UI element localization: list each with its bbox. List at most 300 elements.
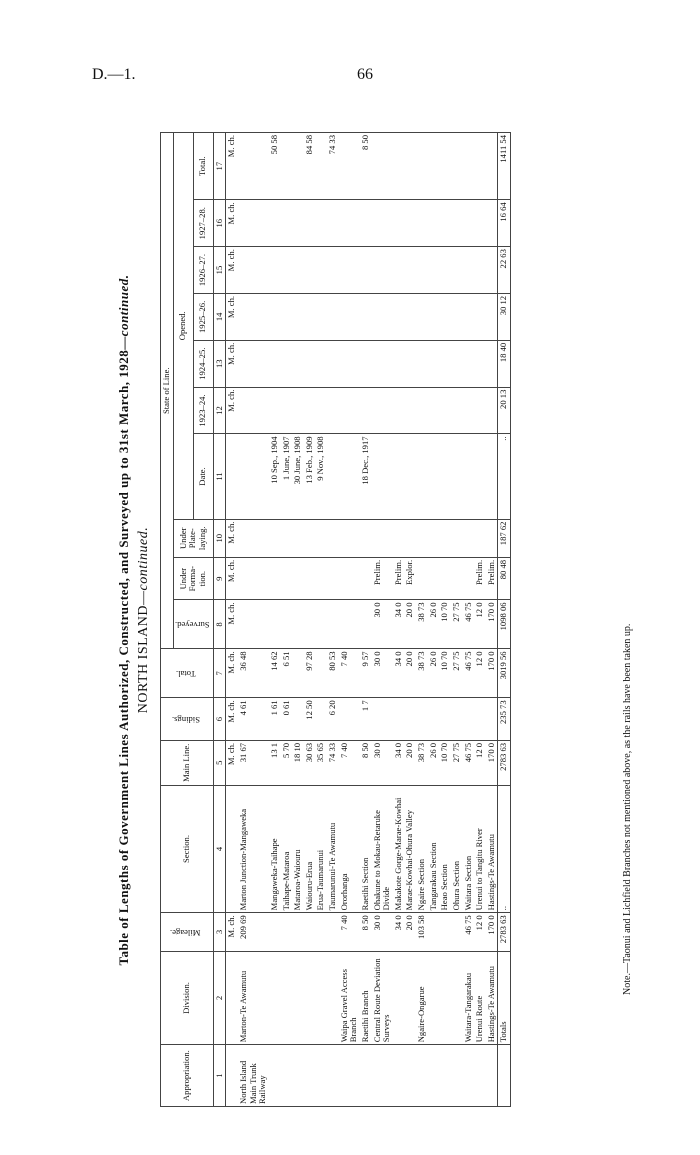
cell-under-platelaying: [474, 519, 486, 557]
cell-division: [439, 951, 451, 1045]
cell-mileage: 8 50: [360, 913, 372, 951]
cell-1923-24: [360, 387, 372, 434]
cell-sidings: [416, 698, 428, 741]
table-row: [486, 133, 498, 1107]
cell-sidings: [486, 698, 498, 741]
cell-section: Ohakune to Mokau-Retaruke Divide: [372, 785, 393, 913]
cell-under-platelaying: [327, 519, 339, 557]
col-1927-28: 1927–28.: [193, 200, 213, 247]
cell-section: Mataroa-Waiouru: [292, 785, 304, 913]
table-row: [404, 133, 416, 1107]
cell-sidings: [463, 698, 475, 741]
cell-1927-28: [238, 200, 269, 247]
cell-under-platelaying: [315, 519, 327, 557]
table-subtitle-text: NORTH ISLAND—: [136, 590, 151, 714]
cell-1923-24: [339, 387, 360, 434]
units-cell: M. ch.: [226, 247, 238, 294]
cell-under-platelaying: [238, 519, 269, 557]
cell-section: Raetihi Section: [360, 785, 372, 913]
cell-under-formation: [238, 557, 269, 600]
cell-mileage: [315, 913, 327, 951]
cell-1923-24: [281, 387, 293, 434]
cell-1927-28: [404, 200, 416, 247]
cell-under-formation: [269, 557, 281, 600]
cell-1923-24: [292, 387, 304, 434]
cell-mileage: [451, 913, 463, 951]
totals-surveyed: 1098 06: [498, 600, 511, 649]
cell-sidings: 1 61: [269, 698, 281, 741]
cell-section: Ororhanga: [339, 785, 360, 913]
table-subtitle: [136, 125, 152, 1115]
cell-1927-28: [451, 200, 463, 247]
cell-section: Ohura Section: [451, 785, 463, 913]
cell-sidings: [292, 698, 304, 741]
col-1926-27: 1926–27.: [193, 247, 213, 294]
units-cell: M. ch.: [226, 913, 238, 951]
col-surveyed: [173, 600, 213, 649]
cell-total: 34 0: [393, 649, 405, 698]
totals-under-platelaying: 187 62: [498, 519, 511, 557]
cell-date: [372, 434, 393, 519]
cell-sidings: [315, 698, 327, 741]
units-cell: [226, 434, 238, 519]
cell-1924-25: [281, 340, 293, 387]
cell-under-formation: [451, 557, 463, 600]
cell-surveyed: 30 0: [372, 600, 393, 649]
table-subtitle-continued: continued.: [136, 526, 151, 591]
cell-1927-28: [269, 200, 281, 247]
cell-surveyed: 34 0: [393, 600, 405, 649]
cell-appropriation: [339, 1045, 360, 1107]
cell-1926-27: [486, 247, 498, 294]
cell-main-line: 31 67: [238, 740, 269, 785]
cell-date: 18 Dec., 1917: [360, 434, 372, 519]
col-number: 12: [213, 387, 226, 434]
totals-1924-25: 18 40: [498, 340, 511, 387]
col-number: 9: [213, 557, 226, 600]
cell-main-line: 18 10: [292, 740, 304, 785]
totals-1926-27: 22 63: [498, 247, 511, 294]
totals-cell: [498, 1045, 511, 1107]
cell-1924-25: [416, 340, 428, 387]
cell-under-formation: Prelim.: [474, 557, 486, 600]
cell-total: 9 57: [360, 649, 372, 698]
cell-1924-25: [474, 340, 486, 387]
col-number: 13: [213, 340, 226, 387]
cell-1925-26: [315, 293, 327, 340]
table-row: [474, 133, 486, 1107]
cell-date: [451, 434, 463, 519]
cell-mileage: 7 40: [339, 913, 360, 951]
cell-appropriation: [428, 1045, 440, 1107]
cell-1925-26: [439, 293, 451, 340]
cell-sidings: [393, 698, 405, 741]
col-section: Section.: [161, 785, 214, 913]
cell-1924-25: [463, 340, 475, 387]
cell-appropriation: North Island Main Trunk Railway: [238, 1045, 269, 1107]
cell-surveyed: [315, 600, 327, 649]
table-title: [116, 125, 132, 1115]
cell-under-platelaying: [416, 519, 428, 557]
cell-under-platelaying: [372, 519, 393, 557]
cell-1926-27: [281, 247, 293, 294]
units-cell: M. ch.: [226, 740, 238, 785]
table-row: [304, 133, 316, 1107]
cell-1923-24: [463, 387, 475, 434]
totals-date: ..: [498, 434, 511, 519]
cell-1925-26: [428, 293, 440, 340]
cell-division: Central Route Deviation Surveys: [372, 951, 393, 1045]
cell-total: 14 62: [269, 649, 281, 698]
units-cell: M. ch.: [226, 519, 238, 557]
col-date: Date.: [193, 434, 213, 519]
table-row: [393, 133, 405, 1107]
cell-appropriation: [327, 1045, 339, 1107]
cell-surveyed: [339, 600, 360, 649]
col-surveyed-label: Surveyed.: [174, 620, 210, 631]
col-sidings: [161, 698, 214, 741]
cell-1924-25: [372, 340, 393, 387]
cell-main-line: 26 0: [428, 740, 440, 785]
cell-date: [393, 434, 405, 519]
cell-sidings: [439, 698, 451, 741]
cell-1925-26: [372, 293, 393, 340]
totals-mileage: 2783 63: [498, 913, 511, 951]
totals-section: ..: [498, 785, 511, 913]
cell-section: Marton Junction-Mangaweka: [238, 785, 269, 913]
cell-opened-total: [428, 133, 440, 200]
table-row: [428, 133, 440, 1107]
table-row: [281, 133, 293, 1107]
cell-1925-26: [339, 293, 360, 340]
cell-total: 20 0: [404, 649, 416, 698]
cell-1924-25: [315, 340, 327, 387]
cell-section: Marae-Kowhai-Ohura Valley: [404, 785, 416, 913]
cell-1925-26: [416, 293, 428, 340]
cell-under-platelaying: [281, 519, 293, 557]
units-cell: [226, 951, 238, 1045]
cell-1926-27: [404, 247, 416, 294]
cell-sidings: 12 50: [304, 698, 316, 741]
cell-1926-27: [269, 247, 281, 294]
cell-section: Waitara Section: [463, 785, 475, 913]
cell-section: Makakote Gorge-Marae-Kowhai: [393, 785, 405, 913]
cell-date: 13 Feb., 1909: [304, 434, 316, 519]
cell-1924-25: [360, 340, 372, 387]
cell-total: 97 28: [304, 649, 316, 698]
totals-total: 3019 56: [498, 649, 511, 698]
cell-opened-total: [439, 133, 451, 200]
cell-1926-27: [360, 247, 372, 294]
totals-under-formation: 80 48: [498, 557, 511, 600]
cell-surveyed: 26 0: [428, 600, 440, 649]
cell-1924-25: [327, 340, 339, 387]
cell-under-formation: [463, 557, 475, 600]
cell-under-platelaying: [360, 519, 372, 557]
cell-total: 46 75: [463, 649, 475, 698]
cell-1926-27: [339, 247, 360, 294]
cell-1925-26: [327, 293, 339, 340]
cell-appropriation: [439, 1045, 451, 1107]
cell-1926-27: [474, 247, 486, 294]
totals-main-line: 2783 63: [498, 740, 511, 785]
cell-total: 170 0: [486, 649, 498, 698]
cell-1923-24: [393, 387, 405, 434]
cell-under-formation: Explor.: [404, 557, 416, 600]
cell-1925-26: [463, 293, 475, 340]
cell-1927-28: [439, 200, 451, 247]
cell-opened-total: 8 50: [360, 133, 372, 200]
cell-1923-24: [238, 387, 269, 434]
cell-1926-27: [463, 247, 475, 294]
cell-division: [428, 951, 440, 1045]
cell-under-platelaying: [486, 519, 498, 557]
page-number: 66: [357, 66, 373, 83]
table-row: [360, 133, 372, 1107]
cell-section: Waiouru-Erua: [304, 785, 316, 913]
cell-under-formation: [428, 557, 440, 600]
cell-date: [439, 434, 451, 519]
units-cell: M. ch.: [226, 133, 238, 200]
cell-1925-26: [360, 293, 372, 340]
units-cell: M. ch.: [226, 600, 238, 649]
cell-date: [486, 434, 498, 519]
cell-sidings: [474, 698, 486, 741]
cell-appropriation: [304, 1045, 316, 1107]
cell-sidings: 1 7: [360, 698, 372, 741]
cell-1925-26: [451, 293, 463, 340]
cell-1923-24: [416, 387, 428, 434]
cell-division: Waitara-Tangarakau: [463, 951, 475, 1045]
cell-1927-28: [327, 200, 339, 247]
cell-appropriation: [463, 1045, 475, 1107]
cell-section: Ngaire Section: [416, 785, 428, 913]
cell-1925-26: [404, 293, 416, 340]
cell-main-line: 38 73: [416, 740, 428, 785]
cell-1926-27: [372, 247, 393, 294]
cell-main-line: 74 33: [327, 740, 339, 785]
cell-1924-25: [428, 340, 440, 387]
cell-section: Erua-Taumarunui: [315, 785, 327, 913]
cell-date: 1 June, 1907: [281, 434, 293, 519]
col-mileage-label: Mileage.: [170, 927, 201, 938]
col-sidings-label: Sidings.: [171, 714, 200, 725]
cell-appropriation: [474, 1045, 486, 1107]
col-total-label: Total.: [175, 669, 196, 680]
cell-1927-28: [292, 200, 304, 247]
cell-division: [281, 951, 293, 1045]
cell-1927-28: [474, 200, 486, 247]
units-cell: [226, 785, 238, 913]
cell-opened-total: [486, 133, 498, 200]
col-mileage: [161, 913, 214, 951]
totals-opened-total: 1411 54: [498, 133, 511, 200]
cell-section: Taihape-Mataroa: [281, 785, 293, 913]
col-number: 8: [213, 600, 226, 649]
cell-division: Waipa Gravel Access Branch: [339, 951, 360, 1045]
cell-mileage: [428, 913, 440, 951]
cell-surveyed: [238, 600, 269, 649]
cell-opened-total: [393, 133, 405, 200]
cell-1927-28: [339, 200, 360, 247]
cell-opened-total: 74 33: [327, 133, 339, 200]
cell-1925-26: [304, 293, 316, 340]
cell-1926-27: [451, 247, 463, 294]
table-row: [269, 133, 281, 1107]
cell-division: Marton-Te Awamutu: [238, 951, 269, 1045]
cell-division: [327, 951, 339, 1045]
cell-main-line: 34 0: [393, 740, 405, 785]
col-number: 1: [213, 1045, 226, 1107]
cell-main-line: 30 0: [372, 740, 393, 785]
footnote: Note.—Taonui and Lichfield Branches not mentioned above, as the rails have been taken up.: [622, 623, 633, 995]
cell-1924-25: [304, 340, 316, 387]
cell-1924-25: [393, 340, 405, 387]
cell-under-platelaying: [463, 519, 475, 557]
cell-1923-24: [474, 387, 486, 434]
cell-surveyed: [269, 600, 281, 649]
cell-surveyed: 27 75: [451, 600, 463, 649]
cell-surveyed: [304, 600, 316, 649]
cell-sidings: [428, 698, 440, 741]
cell-sidings: [339, 698, 360, 741]
table-row: [315, 133, 327, 1107]
cell-1927-28: [360, 200, 372, 247]
cell-total: 10 70: [439, 649, 451, 698]
cell-1923-24: [439, 387, 451, 434]
cell-total: 7 40: [339, 649, 360, 698]
table-body: [226, 133, 498, 1107]
cell-division: [269, 951, 281, 1045]
cell-mileage: 20 0: [404, 913, 416, 951]
cell-mileage: [304, 913, 316, 951]
cell-division: Hastings-Te Awamutu: [486, 951, 498, 1045]
cell-opened-total: [238, 133, 269, 200]
cell-surveyed: 10 70: [439, 600, 451, 649]
cell-section: Heao Section: [439, 785, 451, 913]
page-header: [0, 0, 700, 110]
cell-1924-25: [238, 340, 269, 387]
cell-opened-total: [339, 133, 360, 200]
cell-mileage: 170 0: [486, 913, 498, 951]
cell-under-formation: [360, 557, 372, 600]
cell-under-formation: [304, 557, 316, 600]
cell-surveyed: [292, 600, 304, 649]
cell-under-formation: [315, 557, 327, 600]
units-cell: M. ch.: [226, 340, 238, 387]
cell-date: [339, 434, 360, 519]
col-number: 6: [213, 698, 226, 741]
cell-1927-28: [315, 200, 327, 247]
cell-division: Ngaire-Ongarue: [416, 951, 428, 1045]
cell-under-platelaying: [451, 519, 463, 557]
cell-section: Tangarakau Section: [428, 785, 440, 913]
cell-opened-total: [463, 133, 475, 200]
col-number: 15: [213, 247, 226, 294]
cell-opened-total: [292, 133, 304, 200]
cell-division: [451, 951, 463, 1045]
cell-1925-26: [393, 293, 405, 340]
cell-main-line: 12 0: [474, 740, 486, 785]
cell-sidings: [451, 698, 463, 741]
table-row: [439, 133, 451, 1107]
cell-under-platelaying: [428, 519, 440, 557]
cell-mileage: [269, 913, 281, 951]
cell-under-formation: [292, 557, 304, 600]
cell-1927-28: [463, 200, 475, 247]
cell-appropriation: [393, 1045, 405, 1107]
cell-date: [416, 434, 428, 519]
cell-opened-total: 84 58: [304, 133, 316, 200]
cell-1926-27: [238, 247, 269, 294]
col-number: 17: [213, 133, 226, 200]
col-1925-26: 1925–26.: [193, 293, 213, 340]
cell-total: 26 0: [428, 649, 440, 698]
cell-1924-25: [404, 340, 416, 387]
cell-total: 38 73: [416, 649, 428, 698]
cell-main-line: 13 1: [269, 740, 281, 785]
cell-1926-27: [304, 247, 316, 294]
col-appropriation: Appropriation.: [161, 1045, 214, 1107]
cell-date: 30 June, 1908: [292, 434, 304, 519]
cell-division: [404, 951, 416, 1045]
cell-date: [238, 434, 269, 519]
cell-surveyed: [360, 600, 372, 649]
table-row: [238, 133, 269, 1107]
cell-appropriation: [451, 1045, 463, 1107]
cell-under-formation: [281, 557, 293, 600]
cell-total: 36 48: [238, 649, 269, 698]
cell-under-platelaying: [269, 519, 281, 557]
cell-mileage: 209 69: [238, 913, 269, 951]
cell-under-formation: Prelim.: [393, 557, 405, 600]
cell-main-line: 20 0: [404, 740, 416, 785]
cell-date: [327, 434, 339, 519]
cell-1926-27: [393, 247, 405, 294]
cell-1927-28: [372, 200, 393, 247]
cell-opened-total: [416, 133, 428, 200]
cell-appropriation: [292, 1045, 304, 1107]
cell-date: 9 Nov., 1908: [315, 434, 327, 519]
cell-surveyed: 12 0: [474, 600, 486, 649]
cell-1926-27: [416, 247, 428, 294]
cell-surveyed: 46 75: [463, 600, 475, 649]
cell-division: [304, 951, 316, 1045]
cell-mileage: 34 0: [393, 913, 405, 951]
cell-1925-26: [292, 293, 304, 340]
cell-1926-27: [327, 247, 339, 294]
cell-1927-28: [416, 200, 428, 247]
cell-total: 80 53: [327, 649, 339, 698]
col-number: 5: [213, 740, 226, 785]
cell-under-formation: [339, 557, 360, 600]
cell-1923-24: [327, 387, 339, 434]
cell-opened-total: [451, 133, 463, 200]
cell-opened-total: [315, 133, 327, 200]
cell-total: 6 51: [281, 649, 293, 698]
cell-total: [315, 649, 327, 698]
cell-1924-25: [292, 340, 304, 387]
cell-surveyed: [327, 600, 339, 649]
cell-under-platelaying: [339, 519, 360, 557]
lengths-table: [160, 132, 511, 1107]
cell-date: [428, 434, 440, 519]
cell-section: Hastings-Te Awamutu: [486, 785, 498, 913]
cell-mileage: [327, 913, 339, 951]
totals-1927-28: 16 64: [498, 200, 511, 247]
cell-appropriation: [315, 1045, 327, 1107]
cell-under-formation: Prelim.: [486, 557, 498, 600]
